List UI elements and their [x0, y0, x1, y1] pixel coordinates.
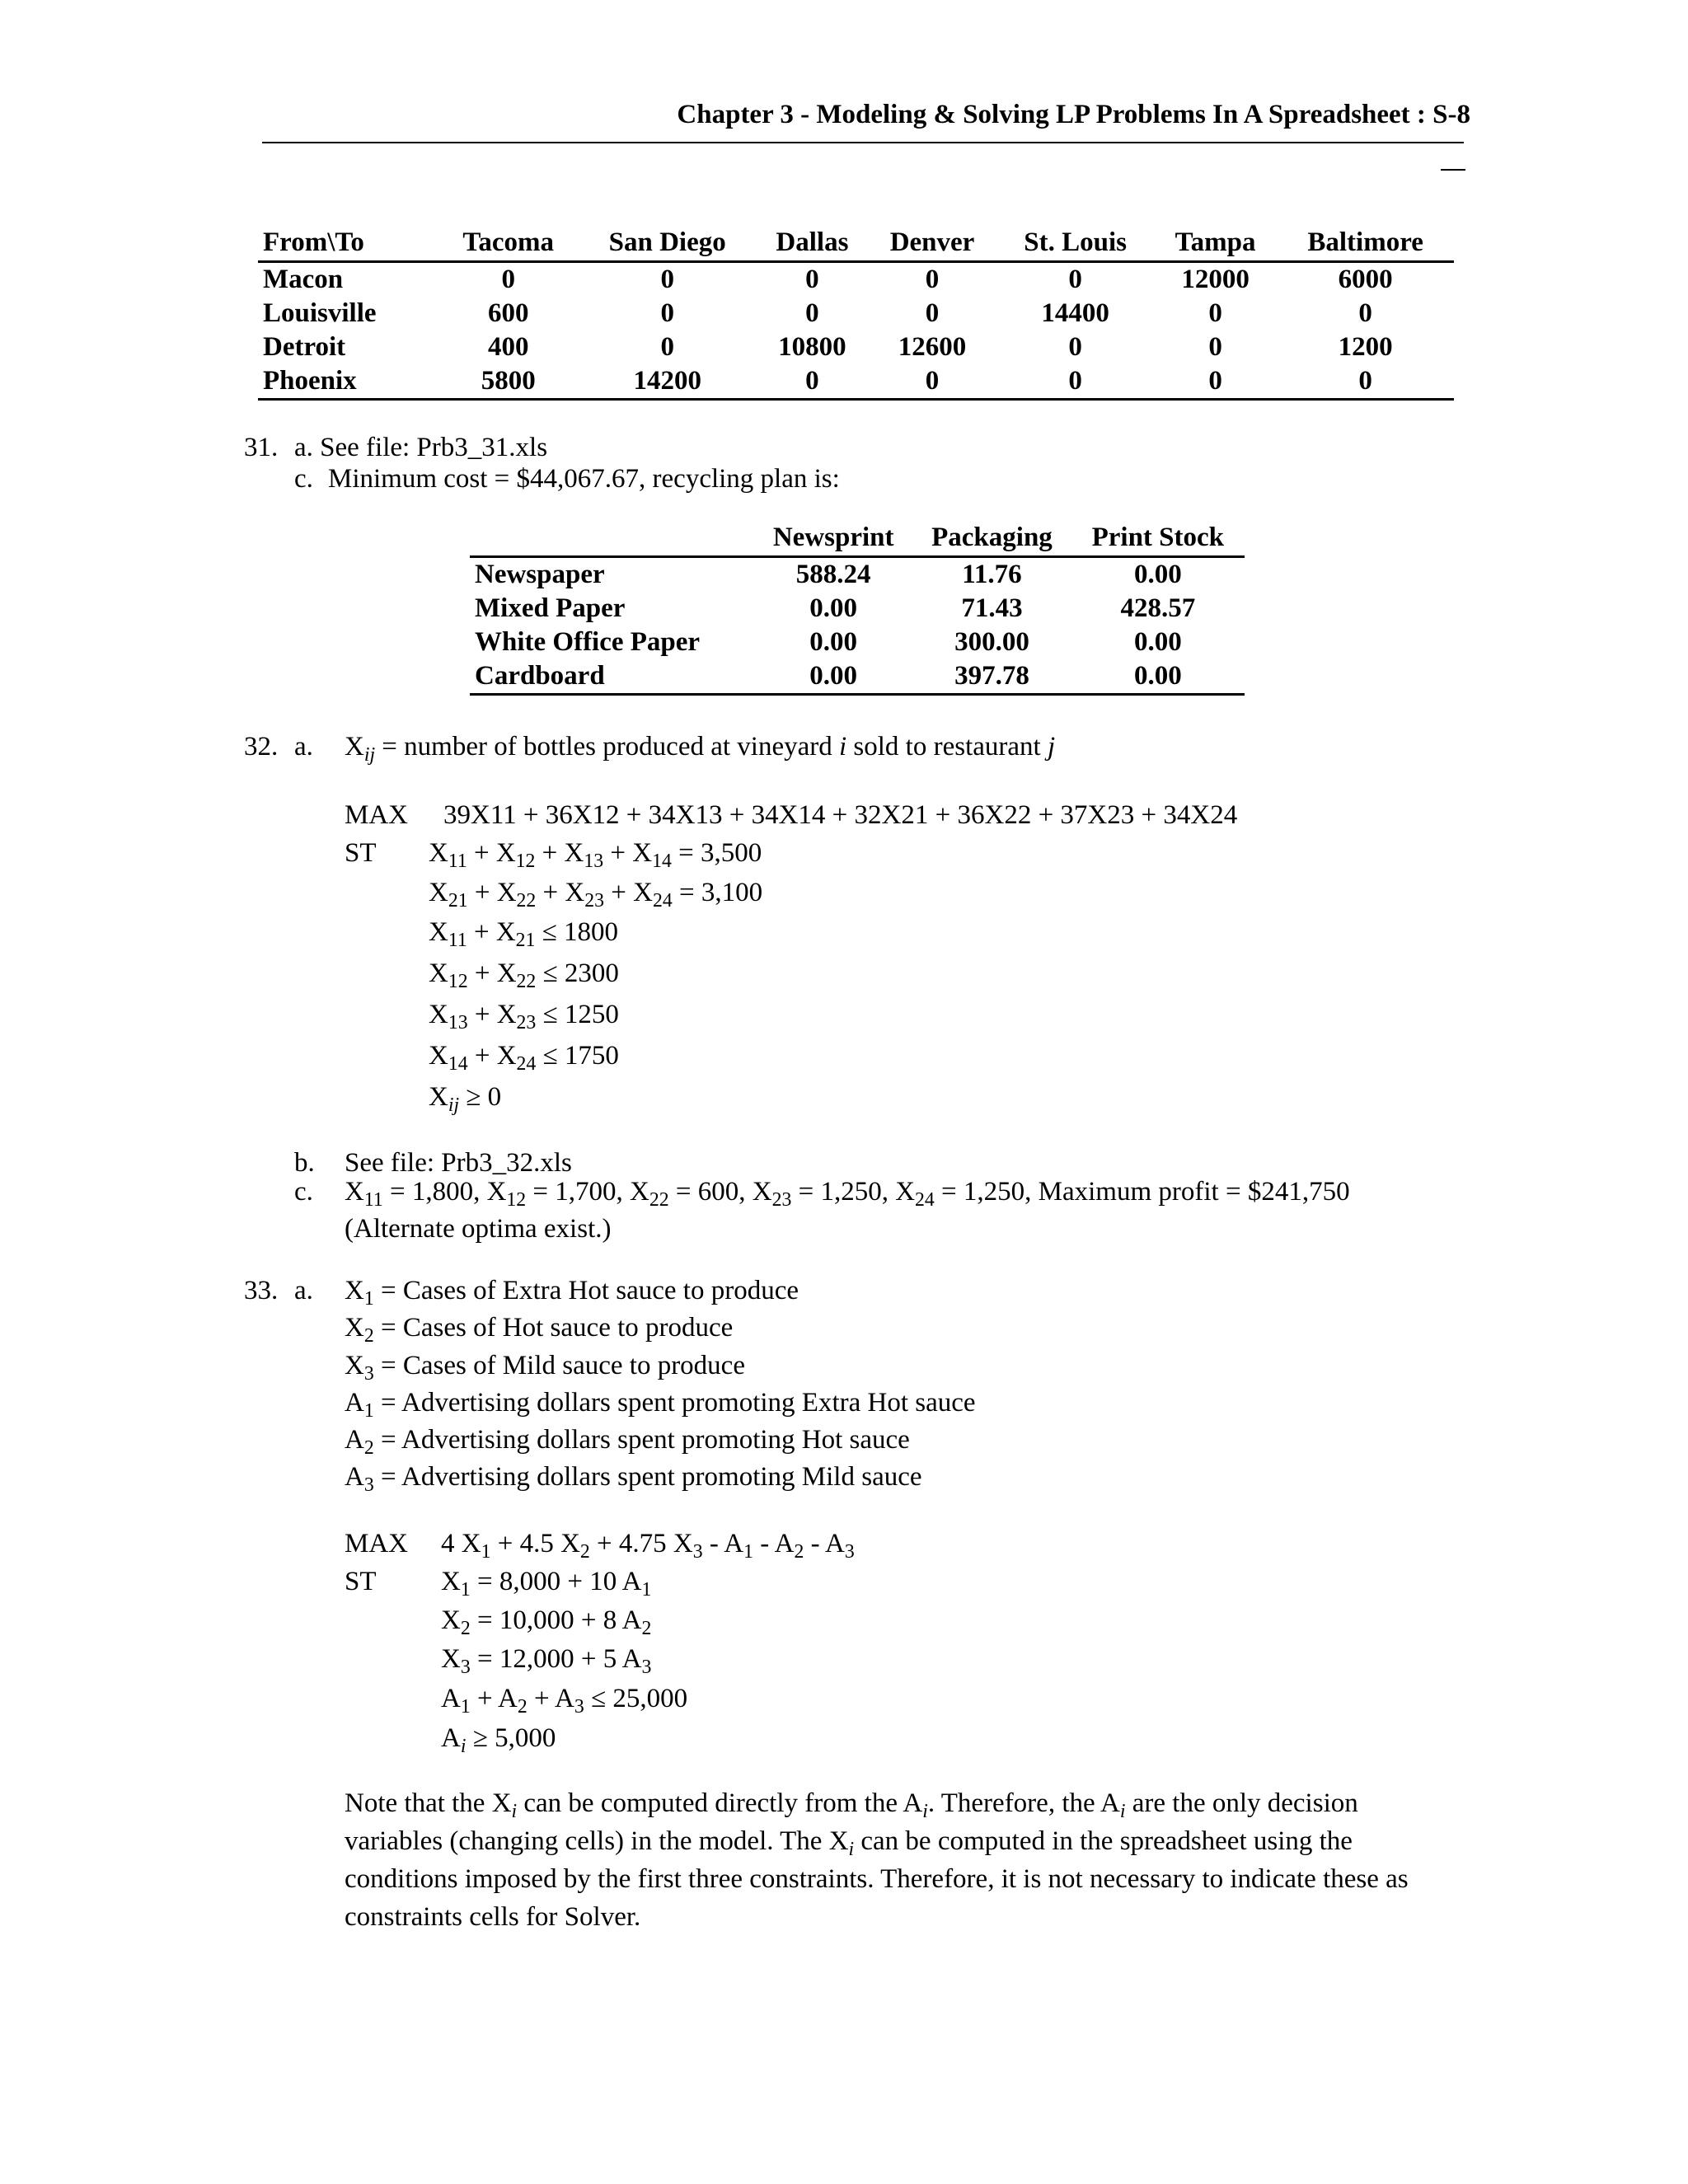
- problem-33-objective: 4 $X_1 + 4.5$ $X_2 + 4.75$ $X_3 - A_1 - A_2 - A_3$: [441, 1529, 855, 1563]
- problem-33-constraint: $X_1 = 8,000 + 10$ $A_1$: [441, 1567, 652, 1601]
- shipping-col-header: Dallas: [776, 227, 849, 257]
- problem-32-part-c: $X_{11} = 1,800$, $X_{12} = 1,700$, $X_{22} = 600$, $X_{23} = 1,250$, $X_{24} = 1,250$, Maximum profit = $241,750: [345, 1177, 1350, 1212]
- table-cell: 0: [1208, 332, 1222, 362]
- table-cell: Detroit: [263, 332, 346, 362]
- problem-33-definition: $X_3$ = Cases of Mild sauce to produce: [345, 1351, 745, 1385]
- problem-31-part-c-label: c.: [294, 464, 313, 494]
- recycle-col-header: [470, 519, 754, 557]
- recycling-plan-table: [470, 519, 1245, 696]
- table-row: [258, 297, 1454, 330]
- problem-32-part-c-note: (Alternate optima exist.): [345, 1214, 612, 1244]
- var-def-i: i: [839, 732, 847, 762]
- shipping-col-header: Tampa: [1175, 227, 1256, 257]
- table-cell: 300.00: [954, 627, 1029, 657]
- shipping-col-header: From\To: [263, 227, 364, 257]
- table-cell: 14200: [633, 366, 701, 396]
- problem-33-part-a-label: a.: [294, 1276, 313, 1305]
- problem-31-number: 31.: [244, 433, 279, 462]
- problem-32-part-b: See file: Prb3_32.xls: [345, 1148, 572, 1178]
- problem-32-max-label: MAX: [345, 800, 409, 830]
- problem-32-part-b-label: b.: [294, 1148, 315, 1178]
- table-cell: 428.57: [1120, 593, 1196, 623]
- table-cell: 400: [487, 332, 529, 362]
- table-cell: 0: [805, 265, 819, 294]
- table-cell: 0: [1358, 298, 1372, 328]
- table-row: [470, 659, 1245, 695]
- table-cell: 0.00: [809, 593, 858, 623]
- problem-32-objective: 39X11 + 36X12 + 34X13 + 34X14 + 32X21 + 36X22 + 37X23 + 34X24: [443, 800, 1238, 830]
- table-cell: 0: [1208, 366, 1222, 396]
- table-cell: 600: [487, 298, 529, 328]
- problem-32-constraint: $X_{11} + X_{21} \le 1800$: [429, 917, 619, 952]
- problem-31-part-c: Minimum cost = $44,067.67, recycling plan is:: [328, 464, 840, 494]
- table-row: [470, 592, 1245, 626]
- var-def-text2: sold to restaurant: [853, 732, 1041, 762]
- problem-32-constraint: $X_{21} + X_{22} + X_{23} + X_{24} = 3,100$: [429, 878, 763, 912]
- table-cell: 12600: [898, 332, 967, 362]
- problem-33-definition: $A_2$ = Advertising dollars spent promoting Hot sauce: [345, 1425, 910, 1460]
- shipping-table: [258, 224, 1454, 401]
- table-row: [258, 364, 1454, 400]
- table-cell: 10800: [778, 332, 846, 362]
- table-cell: 0: [660, 332, 674, 362]
- problem-33-constraint: $A_i \ge 5,000$: [441, 1723, 556, 1758]
- table-cell: 0: [1068, 265, 1082, 294]
- problem-33-st-label: ST: [345, 1567, 377, 1596]
- table-cell: Louisville: [263, 298, 377, 328]
- table-cell: 6000: [1338, 265, 1393, 294]
- problem-32-constraint: $X_{ij} \ge 0$: [429, 1082, 502, 1117]
- table-cell: White Office Paper: [475, 627, 701, 657]
- problem-33-definition: $X_2$ = Cases of Hot sauce to produce: [345, 1313, 734, 1347]
- table-row: [470, 557, 1245, 593]
- problem-32-constraint: $X_{13} + X_{23} \le 1250$: [429, 1000, 619, 1034]
- problem-32-part-a-label: a.: [294, 732, 313, 762]
- problem-32-variable-definition: $X_{ij}$ = number of bottles produced at vineyard i sold to restaurant j: [345, 732, 1056, 766]
- shipping-table-header-row: [258, 224, 1454, 262]
- table-row: [258, 330, 1454, 364]
- running-header: Chapter 3 - Modeling & Solving LP Problems In A Spreadsheet : S-8: [677, 100, 1470, 129]
- table-cell: 0: [925, 298, 940, 328]
- shipping-col-header: Baltimore: [1307, 227, 1423, 257]
- var-def-j: j: [1047, 732, 1056, 762]
- recycle-col-header: Packaging: [931, 522, 1053, 552]
- shipping-col-header: San Diego: [608, 227, 726, 257]
- problem-33-constraint: $X_2 = 10,000 + 8$ $A_2$: [441, 1605, 652, 1640]
- table-cell: 0.00: [1133, 560, 1182, 589]
- table-cell: 0: [805, 366, 819, 396]
- problem-31-part-a: a. See file: Prb3_31.xls: [294, 433, 548, 462]
- problem-33-definition: $X_1$ = Cases of Extra Hot sauce to produce: [345, 1276, 799, 1310]
- table-cell: 12000: [1181, 265, 1250, 294]
- table-cell: Macon: [263, 265, 344, 294]
- problem-32-constraint: $X_{11} + X_{12} + X_{13} + X_{14} = 3,500$: [429, 838, 762, 873]
- table-cell: 0: [501, 265, 515, 294]
- table-cell: 0: [1358, 366, 1372, 396]
- table-cell: 0: [660, 298, 674, 328]
- problem-32-constraint: $X_{14} + X_{24} \le 1750$: [429, 1041, 619, 1076]
- table-cell: 0: [925, 265, 940, 294]
- table-cell: 1200: [1338, 332, 1393, 362]
- table-cell: 0.00: [809, 627, 858, 657]
- recycle-table-header-row: [470, 519, 1245, 557]
- table-cell: 397.78: [954, 661, 1029, 691]
- table-cell: Mixed Paper: [475, 593, 626, 623]
- table-cell: 71.43: [961, 593, 1023, 623]
- header-rule: [262, 142, 1464, 143]
- table-cell: 0: [1068, 366, 1082, 396]
- table-cell: 0: [660, 265, 674, 294]
- table-cell: Phoenix: [263, 366, 357, 396]
- table-cell: 0.00: [809, 661, 858, 691]
- shipping-col-header: St. Louis: [1024, 227, 1127, 257]
- problem-33-note: [345, 1784, 1453, 1936]
- problem-33-definition: $A_3$ = Advertising dollars spent promoting Mild sauce: [345, 1462, 922, 1497]
- table-row: [470, 626, 1245, 659]
- table-cell: 14400: [1041, 298, 1109, 328]
- table-cell: Cardboard: [475, 661, 605, 691]
- recycle-col-header: Newsprint: [772, 522, 894, 552]
- table-cell: 0: [805, 298, 819, 328]
- problem-32-number: 32.: [244, 732, 279, 762]
- problem-33-number: 33.: [244, 1276, 279, 1305]
- table-cell: 0.00: [1133, 627, 1182, 657]
- header-dash: [1441, 169, 1465, 171]
- shipping-col-header: Tacoma: [462, 227, 554, 257]
- var-def-text: = number of bottles produced at vineyard: [382, 732, 832, 762]
- table-cell: 0: [925, 366, 940, 396]
- problem-32-constraint: $X_{12} + X_{22} \le 2300$: [429, 958, 619, 993]
- table-cell: 11.76: [962, 560, 1022, 589]
- table-cell: 0: [1208, 298, 1222, 328]
- problem-33-max-label: MAX: [345, 1529, 409, 1558]
- recycle-col-header: Print Stock: [1091, 522, 1225, 552]
- table-cell: 588.24: [795, 560, 871, 589]
- problem-33-constraint: $X_3 = 12,000 + 5$ $A_3$: [441, 1644, 652, 1679]
- problem-33-constraint: $A_1 + A_2 + A_3 \le 25,000$: [441, 1684, 688, 1718]
- problem-33-definition: $A_1$ = Advertising dollars spent promoting Extra Hot sauce: [345, 1388, 976, 1422]
- problem-33-note-text: Note that the $X_i$ can be computed directly from the $A_i$. Therefore, the $A_i$ are the only decision variables (changing cells) in the model. The $X_i$ can be computed in the spreadsheet using the conditions imposed by the first three constraints. Therefore, it is not necessary to indicate these as constraints cells for Solver.: [345, 1788, 1409, 1932]
- table-cell: 5800: [481, 366, 536, 396]
- problem-32-part-c-label: c.: [294, 1177, 313, 1207]
- table-row: [258, 262, 1454, 298]
- table-cell: 0: [1068, 332, 1082, 362]
- problem-32-st-label: ST: [345, 838, 377, 868]
- shipping-col-header: Denver: [889, 227, 975, 257]
- table-cell: 0.00: [1133, 661, 1182, 691]
- table-cell: Newspaper: [475, 560, 605, 589]
